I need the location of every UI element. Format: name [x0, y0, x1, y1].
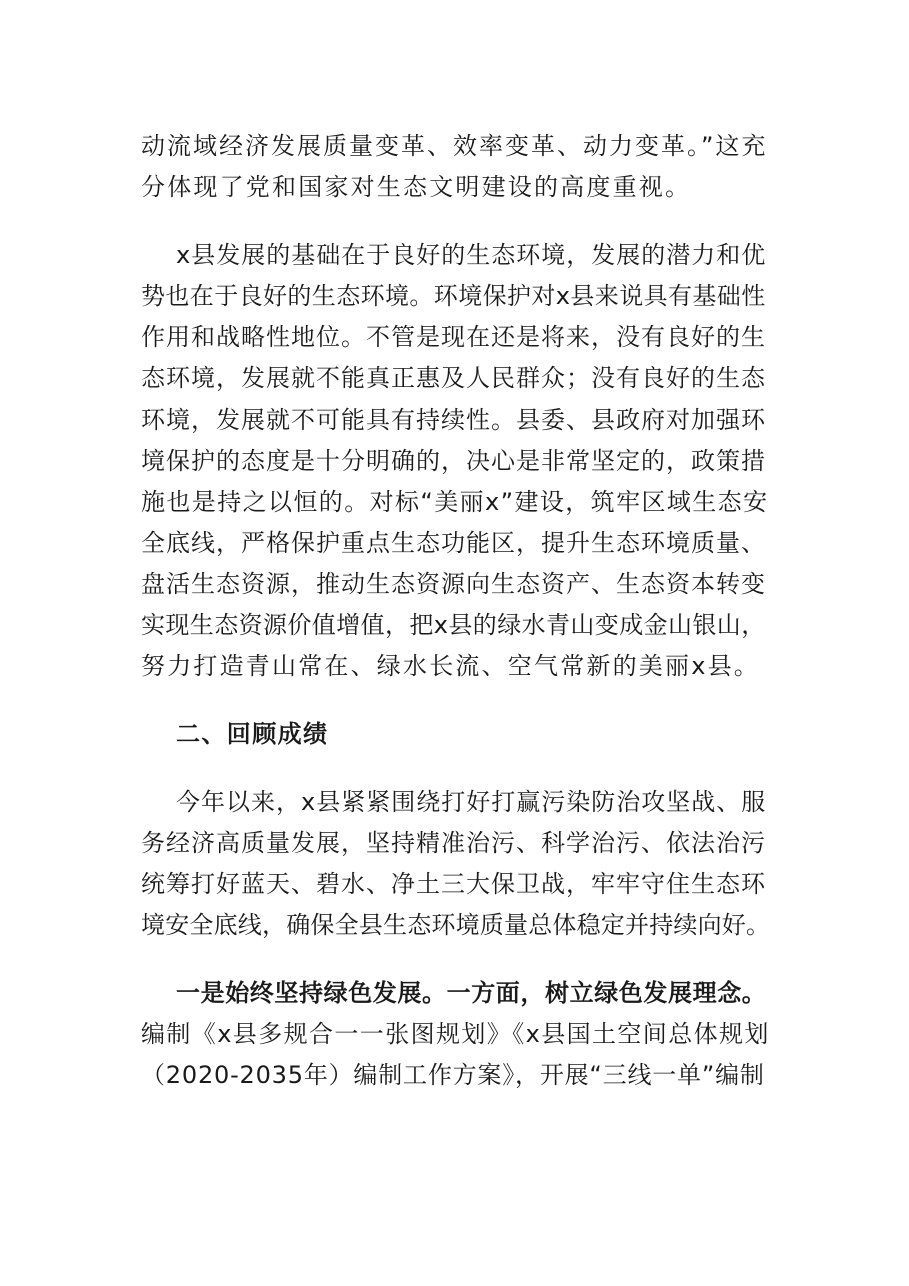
text-line: 境安全底线，确保全县生态环境质量总体稳定并持续向好。	[141, 911, 771, 939]
text-line: 态环境，发展就不能真正惠及人民群众；没有良好的生态	[141, 364, 766, 392]
heading-line: 二、回顾成绩	[176, 720, 329, 748]
text-line: 环境，发展就不可能具有持续性。县委、县政府对加强环	[141, 406, 766, 434]
text-line: 努力打造青山常在、绿水长流、空气常新的美丽x县。	[141, 652, 761, 680]
text-line: （2020-2035年）编制工作方案》，开展“三线一单”编制	[141, 1061, 765, 1089]
text-line: 今年以来，x县紧紧围绕打好打赢污染防治攻坚战、服	[176, 788, 767, 816]
text-line: 分体现了党和国家对生态文明建设的高度重视。	[141, 173, 692, 201]
text-line: x县发展的基础在于良好的生态环境，发展的潜力和优	[176, 241, 767, 269]
text-line: 施也是持之以恒的。对标“美丽x”建设，筑牢区域生态安	[141, 488, 769, 516]
heading-line: 一是始终坚持绿色发展。一方面，树立绿色发展理念。	[176, 979, 767, 1007]
text-line: 作用和战略性地位。不管是现在还是将来，没有良好的生	[141, 323, 766, 351]
text-line: 编制《x县多规合一一张图规划》《x县国土空间总体规划	[141, 1020, 770, 1048]
text-line: 实现生态资源价值增值，把x县的绿水青山变成金山银山，	[141, 611, 766, 639]
text-line: 势也在于良好的生态环境。环境保护对x县来说具有基础性	[141, 282, 766, 310]
text-line: 统筹打好蓝天、碧水、净土三大保卫战，牢牢守住生态环	[141, 870, 766, 898]
text-line: 务经济高质量发展，坚持精准治污、科学治污、依法治污	[141, 829, 766, 857]
text-line: 全底线，严格保护重点生态功能区，提升生态环境质量、	[141, 529, 766, 557]
text-line: 动流域经济发展质量变革、效率变革、动力变革。”这充	[141, 132, 768, 160]
text-line: 境保护的态度是十分明确的，决心是非常坚定的，政策措	[141, 447, 766, 475]
text-line: 盘活生态资源，推动生态资源向生态资产、生态资本转变	[141, 570, 766, 598]
